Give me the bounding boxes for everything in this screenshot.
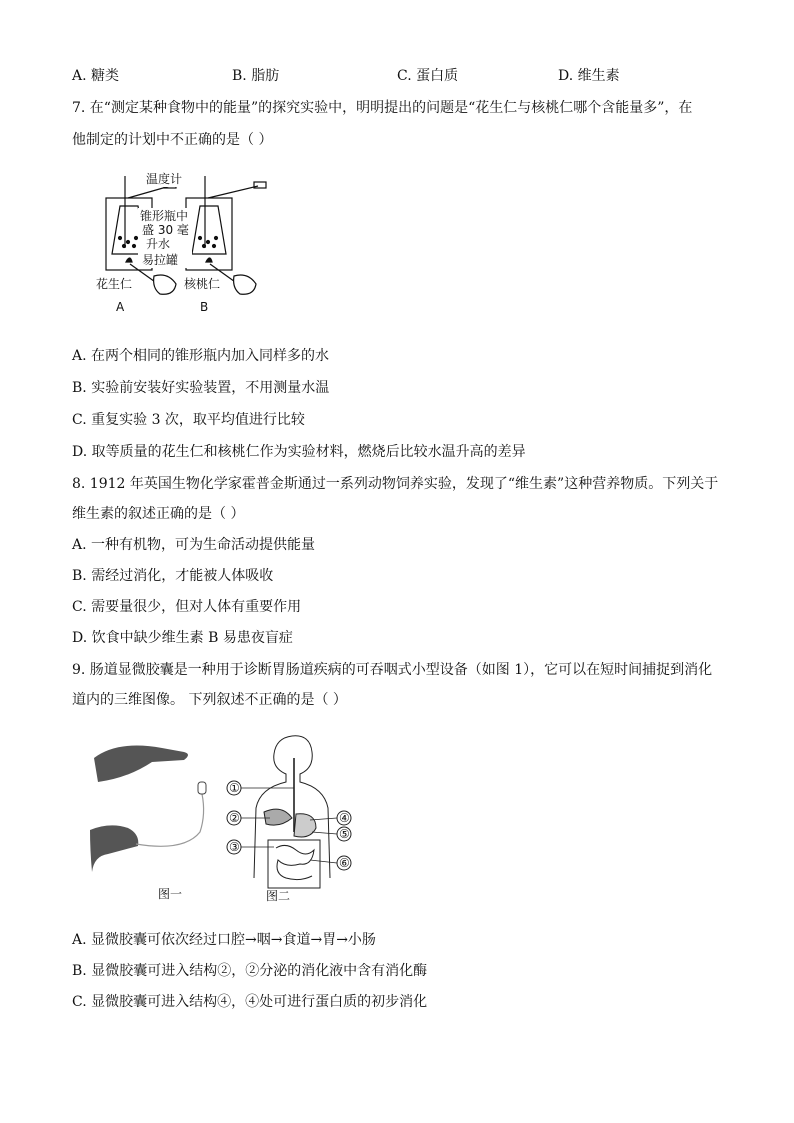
glove-top [94, 746, 188, 782]
hand-b [234, 275, 256, 294]
capsule-wire [136, 794, 204, 846]
label-walnut: 核桃仁 [184, 277, 221, 291]
q8-option-c: C. 需要量很少，但对人体有重要作用 [72, 599, 302, 615]
q7-option-a: A. 在两个相同的锥形瓶内加入同样多的水 [72, 348, 330, 364]
marker-1: ① [229, 781, 240, 795]
liver [264, 809, 292, 825]
q9-figure-2-digestive-system [220, 728, 370, 908]
capsule [198, 782, 206, 794]
hand-a [154, 275, 176, 294]
marker-2: ② [229, 811, 240, 825]
q9-stem-line2: 道内的三维图像。 下列叙述不正确的是（ ） [72, 692, 347, 708]
q7-stem-line1: 7. 在“测定某种食物中的能量”的探究实验中，明明提出的问题是“花生仁与核桃仁哪个含能量多”，在 [72, 100, 693, 116]
marker-3: ③ [229, 840, 240, 854]
label-a: A [116, 300, 125, 314]
small-intestine [276, 845, 314, 879]
marker-5: ⑤ [339, 827, 350, 841]
q7-option-b: B. 实验前安装好实验装置，不用测量水温 [72, 380, 330, 396]
q9-option-b: B. 显微胶囊可进入结构②，②分泌的消化液中含有消化酶 [72, 963, 428, 979]
large-intestine [268, 840, 320, 888]
label-b: B [200, 300, 209, 314]
q6-option-d: D. 维生素 [558, 68, 620, 84]
label-30ml: 盛 30 毫 [142, 223, 189, 237]
q8-option-a: A. 一种有机物，可为生命活动提供能量 [72, 537, 316, 553]
q6-option-c: C. 蛋白质 [397, 68, 459, 84]
caption-figure-2: 图二 [266, 889, 291, 903]
stomach [294, 814, 316, 837]
q8-option-d: D. 饮食中缺少维生素 B 易患夜盲症 [72, 630, 293, 646]
q8-option-b: B. 需经过消化，才能被人体吸收 [72, 568, 274, 584]
q7-experiment-figure [88, 168, 288, 318]
label-thermometer: 温度计 [146, 172, 183, 186]
q7-option-d: D. 取等质量的花生仁和核桃仁作为实验材料，燃烧后比较水温升高的差异 [72, 444, 526, 460]
label-can: 易拉罐 [142, 253, 179, 267]
marker-6: ⑥ [339, 856, 350, 870]
marker-4: ④ [339, 811, 350, 825]
caption-figure-1: 图一 [158, 887, 183, 901]
body-outline-right [292, 736, 330, 878]
q9-figure-1-capsule [88, 738, 220, 906]
flask-b [192, 206, 226, 254]
glove-bottom [90, 825, 138, 872]
q7-option-c: C. 重复实验 3 次，取平均值进行比较 [72, 412, 305, 428]
q7-stem-line2: 他制定的计划中不正确的是（ ） [72, 132, 273, 148]
q6-option-a: A. 糖类 [72, 68, 120, 84]
q9-stem-line1: 9. 肠道显微胶囊是一种用于诊断胃肠道疾病的可吞咽式小型设备（如图 1），它可以在短时间捕捉到消化 [72, 662, 713, 678]
q8-stem-line1: 8. 1912 年英国生物化学家霍普金斯通过一系列动物饲养实验，发现了“维生素”这种营养物质。下列关于 [72, 476, 719, 492]
q9-option-a: A. 显微胶囊可依次经过口腔→咽→食道→胃→小肠 [72, 932, 376, 948]
body-outline-left [254, 736, 292, 878]
q6-option-b: B. 脂肪 [232, 68, 280, 84]
label-water: 升水 [146, 237, 171, 251]
q9-option-c: C. 显微胶囊可进入结构④，④处可进行蛋白质的初步消化 [72, 994, 428, 1010]
label-flask: 锥形瓶中 [140, 209, 189, 223]
label-peanut: 花生仁 [96, 277, 133, 291]
q8-stem-line2: 维生素的叙述正确的是（ ） [72, 506, 245, 522]
